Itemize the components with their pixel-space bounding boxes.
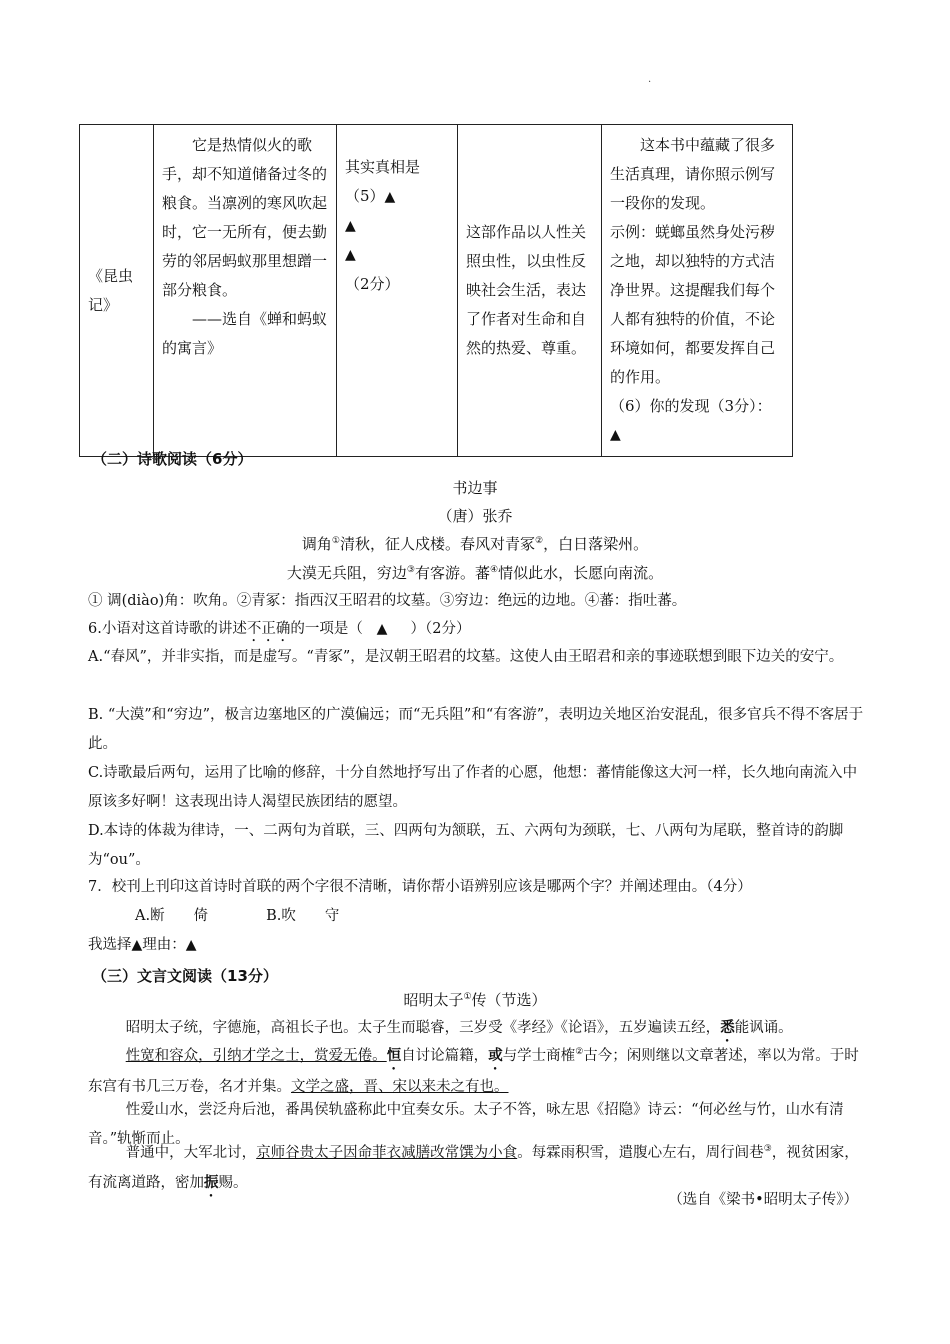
poem-line1: 调角①清秋，征人戍楼。春风对青冢②，白日落梁州。	[301, 535, 649, 553]
question-7-answer: 我选择▲理由：▲	[88, 937, 197, 953]
option-c: C.诗歌最后两句，运用了比喻的修辞，十分自然地抒写出了作者的心愿，他想：蕃情能像这大河一样，长久地向南流入中原该多好啊！这表现出诗人渴望民族团结的愿望。	[88, 765, 858, 810]
answer-triangle-icon: ▲	[345, 218, 356, 234]
header-dot: .	[648, 74, 652, 85]
question-7: 7．校刊上刊印这首诗时首联的两个字很不清晰，请你帮小语辨别应该是哪两个字？并阐述理由。（4分）	[88, 879, 752, 895]
truth-label: 其实真相是	[345, 158, 421, 176]
option-b: B. “大漠”和“穷边”，极言边塞地区的广漠偏远；而“无兵阻”和“有客游”，表明边关地区治安混乱，很多官兵不得不客居于此。	[88, 707, 864, 752]
example-text: 示例：蜣螂虽然身处污秽之地，却以独特的方式洁净世界。这提醒我们每个人都有独特的价值，不论环境如何，都要发挥自己的作用。	[610, 223, 776, 386]
answer-triangle-icon: ▲	[185, 937, 197, 953]
poem-title: 书边事	[452, 479, 498, 497]
your-find-label: （6）你的发现（3分）：	[610, 397, 772, 415]
truth-cell	[337, 125, 458, 457]
classical-para-4: 普通中，大军北讨，京师谷贵太子因命菲衣减膳改常馔为小食。每霖雨积雪，遣腹心左右，周行闾巷③，视贫困家，有流离道路，密加振赐。	[88, 1144, 859, 1191]
excerpt-text: 它是热情似火的歌手，却不知道储备过冬的粮食。当凛冽的寒风吹起时，它一无所有，便去勤劳的邻居蚂蚁那里想蹭一部分粮食。	[162, 136, 328, 299]
answer-triangle-icon: ▲	[376, 621, 388, 637]
poem-author: （唐）张乔	[437, 507, 513, 525]
classical-para-1: 昭明太子统，字德施，高祖长子也。太子生而聪睿，三岁受《孝经》《论语》，五岁遍读五经，悉能讽诵。	[125, 1019, 793, 1036]
task-cell	[602, 125, 793, 457]
excerpt-cell	[154, 125, 337, 457]
answer-triangle-icon: ▲	[610, 427, 621, 443]
excerpt-source: ——选自《蝉和蚂蚁的寓言》	[162, 310, 328, 357]
option-a: A.“春风”，并非实指，而是虚写。“青冢”，是汉朝王昭君的坟墓。这使人由王昭君和亲的事迹联想到眼下边关的安宁。	[88, 649, 844, 665]
question-6: 6.小语对这首诗歌的讲述不正确的一项是（ ▲ ）（2分）	[88, 621, 471, 637]
classical-text-title: 昭明太子①传（节选）	[403, 991, 547, 1009]
poem-notes: ① 调(diào)角：吹角。②青冢：指西汉王昭君的坟墓。③穷边：绝远的边地。④蕃：指吐蕃。	[88, 593, 687, 609]
book-title-cell	[80, 125, 154, 457]
theme-cell	[458, 125, 602, 457]
section3-title: （三）文言文阅读（13分）	[92, 967, 278, 985]
classical-para-3: 性爱山水，尝泛舟后池，番禺侯轨盛称此中宜奏女乐。太子不答，咏左思《招隐》诗云：“何必丝与竹，山水有清音。”轨惭而止。	[88, 1102, 844, 1147]
answer-triangle-icon: ▲	[131, 937, 143, 953]
poem-line2: 大漠无兵阻，穷边③有客游。蕃④情似此水，长愿向南流。	[286, 564, 664, 582]
answer-triangle-icon: ▲	[384, 189, 396, 205]
task-text: 这本书中蕴藏了很多生活真理，请你照示例写一段你的发现。	[610, 136, 776, 212]
truth-score: （2分）	[345, 275, 400, 293]
book-table	[79, 124, 793, 457]
question-7-options: A.断 倚 B.吹 守	[135, 908, 340, 924]
theme-text: 这部作品以人性关照虫性，以虫性反映社会生活，表达了作者对生命和自然的热爱、尊重。	[466, 223, 587, 357]
book-title: 《昆虫记》	[88, 266, 134, 314]
truth-question: （5）▲	[345, 187, 396, 205]
option-d: D.本诗的体裁为律诗，一、二两句为首联，三、四两句为颔联，五、六两句为颈联，七、八两句为尾联，整首诗的韵脚为“ou”。	[88, 823, 844, 868]
classical-source: （选自《梁书•昭明太子传》）	[668, 1192, 858, 1208]
section2-title: （二）诗歌阅读（6分）	[92, 450, 253, 468]
answer-triangle-icon: ▲	[345, 247, 356, 263]
classical-para-2: 性宽和容众，引纳才学之士，赏爱无倦。恒自讨论篇籍，或与学士商榷②古今；闲则继以文章著述，率以为常。于时东宫有书几三万卷，名才并集。文学之盛，晋、宋以来未之有也。	[88, 1046, 859, 1095]
